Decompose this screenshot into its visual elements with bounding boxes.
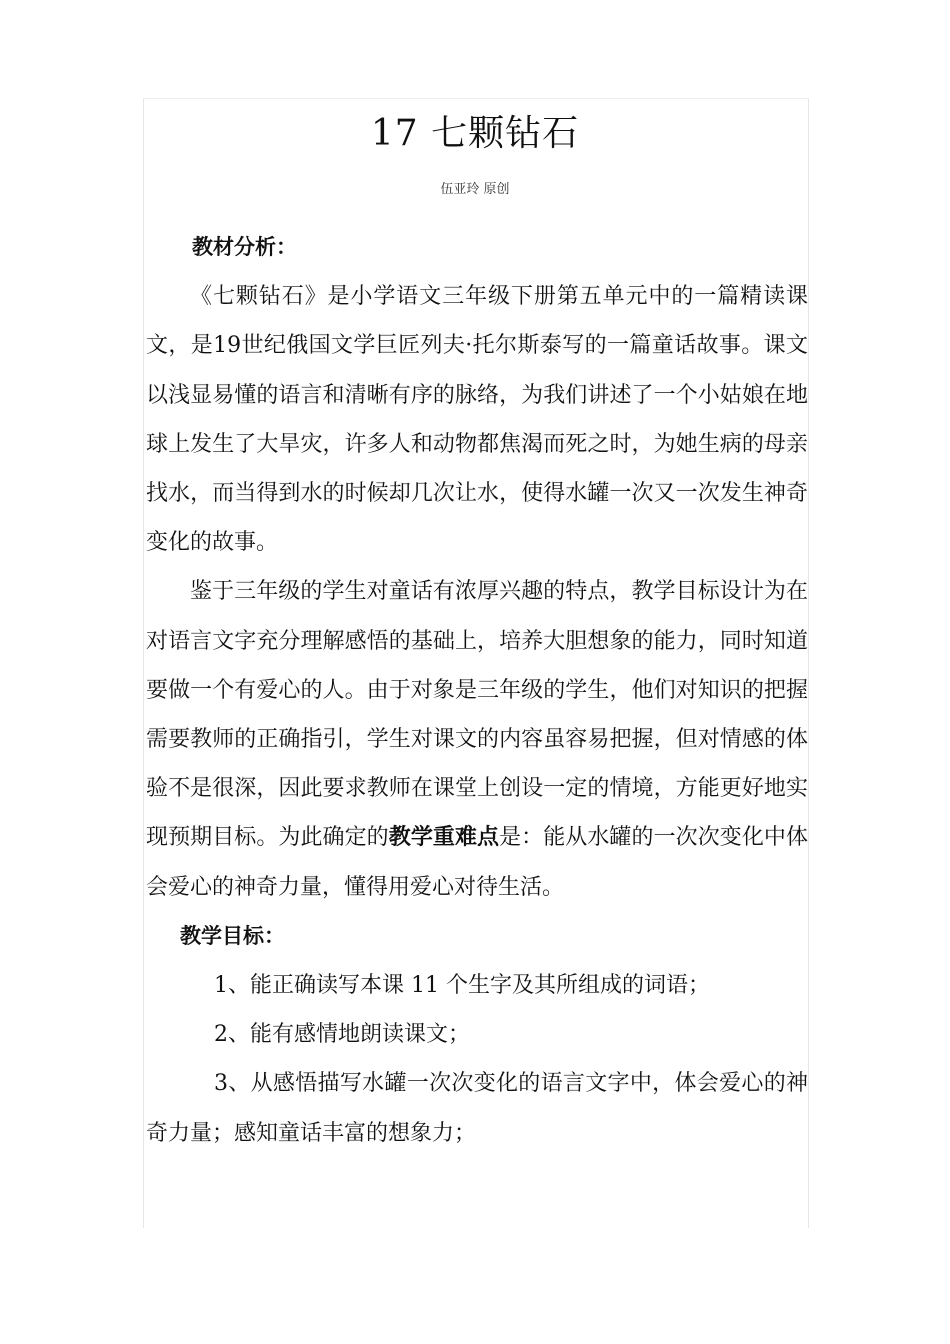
- key-difficulty-label: 教学重难点: [388, 825, 500, 851]
- goals-heading: 教学目标：: [180, 923, 285, 948]
- document-title: 17 七颗钻石: [370, 113, 580, 154]
- goal-item-1: 1、能正确读写本课 11 个生字及其所组成的词语；: [214, 973, 710, 999]
- analysis-paragraph-1: 《七颗钻石》是小学语文三年级下册第五单元中的一篇精读课文，是19世纪俄国文学巨匠列夫·托尔斯泰写的一篇童话故事。课文以浅显易懂的语言和清晰有序的脉络，为我们讲述了一个小姑娘在地球上发生了大旱灾，许多人和动物都焦渴而死之时，为她生病的母亲找水，而当得到水的时候却几次让水，使得水罐一次又一次发生神奇变化的故事。: [146, 284, 808, 556]
- document-body: [146, 223, 808, 1158]
- analysis-paragraph-2: [146, 567, 808, 911]
- goal-item-3: 3、从感悟描写水罐一次次变化的语言文字中，体会爱心的神奇力量；感知童话丰富的想象力；: [146, 1071, 808, 1146]
- author-line: 伍亚玲 原创: [440, 182, 510, 197]
- analysis-paragraph-2-text-b: 是：能从水罐的一次次变化中体会爱心的神奇力量，懂得用爱心对待生活。: [146, 825, 808, 900]
- goal-item-2: 2、能有感情地朗读课文；: [214, 1022, 470, 1048]
- analysis-paragraph-2-text-a: 鉴于三年级的学生对童话有浓厚兴趣的特点，教学目标设计为在对语言文字充分理解感悟的基础上，培养大胆想象的能力，同时知道要做一个有爱心的人。由于对象是三年级的学生，他们对知识的把握需要教师的正确指引，学生对课文的内容虽容易把握，但对情感的体验不是很深，因此要求教师在课堂上创设一定的情境，方能更好地实现预期目标。为此确定的: [146, 579, 808, 851]
- analysis-heading: 教材分析：: [192, 235, 297, 259]
